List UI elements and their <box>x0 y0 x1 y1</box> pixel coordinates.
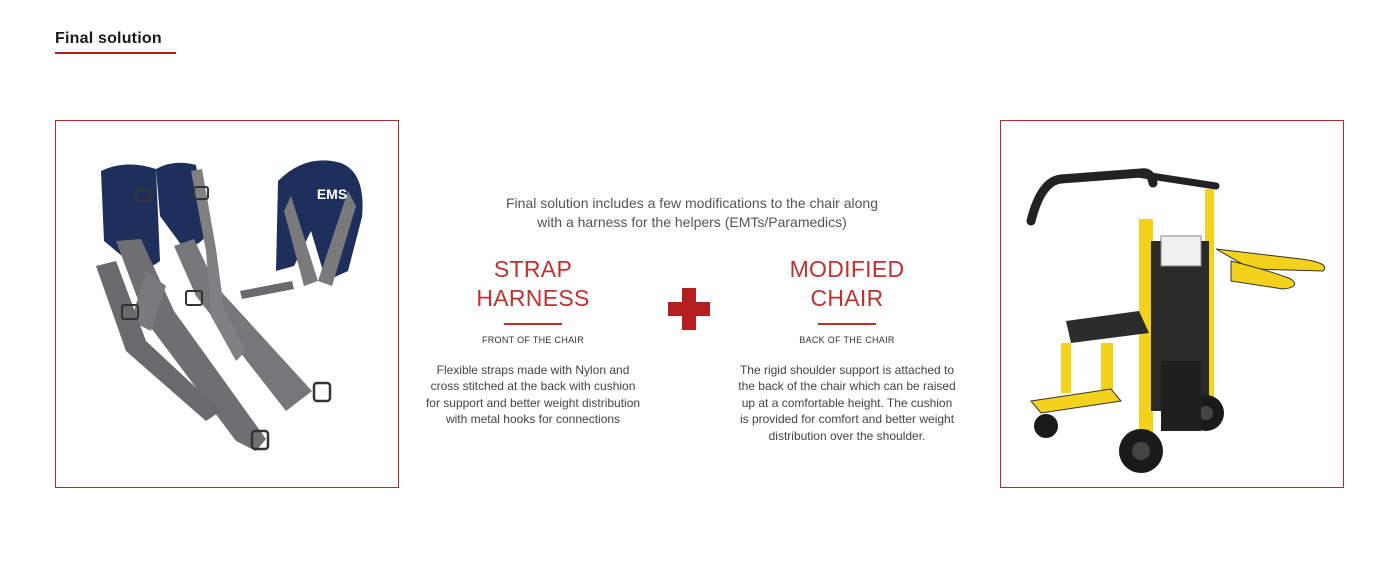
modified-chair-divider <box>818 323 876 325</box>
ems-label: EMS <box>316 186 348 202</box>
modified-chair-title-line1: MODIFIED <box>789 256 905 282</box>
strap-harness-title-line1: STRAP <box>493 256 573 282</box>
modified-chair-title-line2: CHAIR <box>810 285 884 311</box>
strap-harness-desc-line: Flexible straps made with Nylon and <box>436 362 630 377</box>
modified-chair-title <box>732 255 962 313</box>
strap-harness-desc-line: with metal hooks for connections <box>445 412 621 426</box>
strap-harness-section <box>418 255 648 428</box>
strap-harness-caption: FRONT OF THE CHAIR <box>481 334 585 345</box>
strap-harness-description <box>418 362 648 428</box>
intro-line-1: Final solution includes a few modifications to the chair along <box>506 195 878 211</box>
intro-text <box>470 194 914 232</box>
strap-harness-desc-line: cross stitched at the back with cushion <box>430 379 636 393</box>
strap-harness-title <box>418 255 648 313</box>
title-underline <box>55 52 176 54</box>
modified-chair-desc-line: distribution over the shoulder. <box>768 428 926 443</box>
strap-harness-desc-line: for support and better weight distribution <box>425 395 641 410</box>
harness-image-frame <box>55 120 399 488</box>
modified-chair-desc-line: up at a comfortable height. The cushion <box>741 395 953 410</box>
strap-harness-divider <box>504 323 562 325</box>
modified-chair-section <box>732 255 962 444</box>
modified-chair-desc-line: The rigid shoulder support is attached to <box>739 362 955 377</box>
strap-harness-image <box>56 121 399 488</box>
chair-image-frame <box>1000 120 1344 488</box>
plus-icon <box>668 288 710 330</box>
modified-chair-caption: BACK OF THE CHAIR <box>799 334 895 345</box>
modified-chair-image <box>1001 121 1344 488</box>
intro-line-2: with a harness for the helpers (EMTs/Paramedics) <box>537 214 847 230</box>
modified-chair-desc-line: the back of the chair which can be raised <box>738 379 956 393</box>
modified-chair-desc-line: is provided for comfort and better weight <box>739 412 955 426</box>
section-title: Final solution <box>55 30 162 47</box>
strap-harness-title-line2: HARNESS <box>476 285 590 311</box>
modified-chair-description <box>732 362 962 445</box>
